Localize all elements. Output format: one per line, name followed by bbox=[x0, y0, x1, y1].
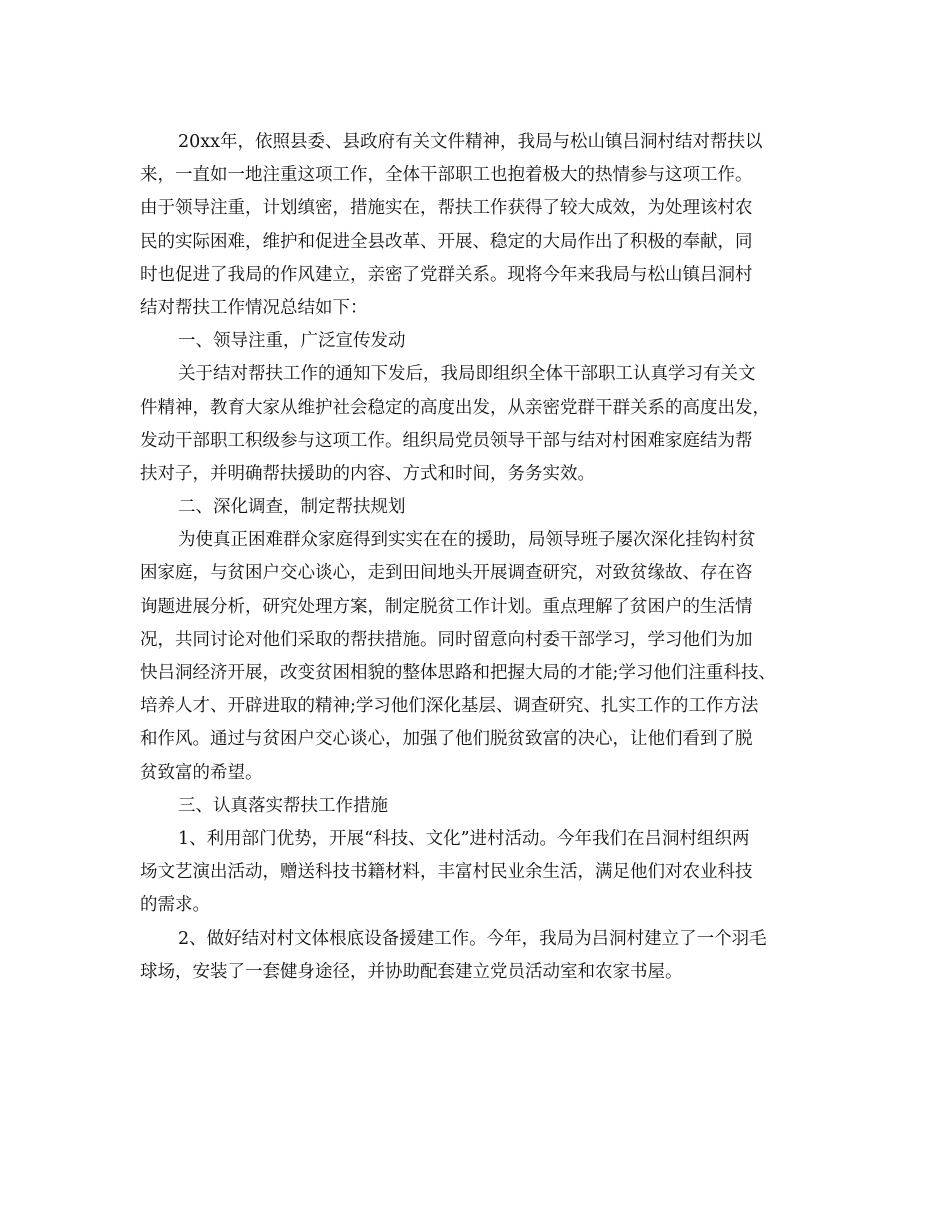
text-line: 扶对子，并明确帮扶援助的内容、方式和时间，务务实效。 bbox=[140, 463, 595, 484]
text-line: 为使真正困难群众家庭得到实实在在的援助，局领导班子屡次深化挂钩村贫 bbox=[178, 530, 756, 551]
text-line: 来，一直如一地注重这项工作，全体干部职工也抱着极大的热情参与这项工作。 bbox=[140, 165, 753, 186]
text-line: 2、做好结对村文体根底设备援建工作。今年，我局为吕洞村建立了一个羽毛 bbox=[178, 928, 767, 949]
text-line: 场文艺演出活动，赠送科技书籍材料，丰富村民业余生活，满足他们对农业科技 bbox=[140, 862, 753, 883]
text-line: 培养人才、开辟进取的精神;学习他们深化基层、调查研究、扎实工作的工作方法 bbox=[140, 696, 759, 717]
text-line: 球场，安装了一套健身途径，并协助配套建立党员活动室和农家书屋。 bbox=[140, 961, 683, 982]
text-line: 一、领导注重，广泛宣传发动 bbox=[178, 331, 406, 352]
text-line: 20xx年，依照县委、县政府有关文件精神，我局与松山镇吕洞村结对帮扶以 bbox=[178, 132, 763, 152]
text-line: 1、利用部门优势，开展“科技、文化”进村活动。今年我们在吕洞村组织两 bbox=[178, 828, 750, 849]
document-body bbox=[140, 126, 820, 989]
text-line: 三、认真落实帮扶工作措施 bbox=[178, 795, 388, 816]
text-line: 件精神，教育大家从维护社会稳定的高度出发，从亲密党群干群关系的高度出发， bbox=[140, 397, 770, 418]
text-line: 贫致富的希望。 bbox=[140, 762, 263, 783]
text-line: 和作风。通过与贫困户交心谈心，加强了他们脱贫致富的决心，让他们看到了脱 bbox=[140, 729, 753, 750]
text-line: 关于结对帮扶工作的通知下发后，我局即组织全体干部职工认真学习有关文 bbox=[178, 364, 756, 385]
text-line: 时也促进了我局的作风建立，亲密了党群关系。现将今年来我局与松山镇吕洞村 bbox=[140, 264, 753, 285]
text-line: 二、深化调查，制定帮扶规划 bbox=[178, 497, 406, 518]
text-line: 发动干部职工积级参与这项工作。组织局党员领导干部与结对村困难家庭结为帮 bbox=[140, 430, 753, 451]
text-line: 快吕洞经济开展，改变贫困相貌的整体思路和把握大局的才能;学习他们注重科技、 bbox=[140, 663, 776, 683]
text-line: 困家庭，与贫困户交心谈心，走到田间地头开展调查研究，对致贫缘故、存在咨 bbox=[140, 563, 753, 584]
text-line: 由于领导注重，计划缜密，措施实在，帮扶工作获得了较大成效，为处理该村农 bbox=[140, 198, 753, 219]
text-line: 询题进展分析，研究处理方案，制定脱贫工作计划。重点理解了贫困户的生活情 bbox=[140, 596, 753, 617]
text-line: 的需求。 bbox=[140, 895, 210, 916]
text-line: 结对帮扶工作情况总结如下： bbox=[140, 297, 368, 318]
text-line: 民的实际困难，维护和促进全县改革、开展、稳定的大局作出了积极的奉献，同 bbox=[140, 231, 753, 252]
text-line: 况，共同讨论对他们采取的帮扶措施。同时留意向村委干部学习，学习他们为加 bbox=[140, 629, 753, 650]
